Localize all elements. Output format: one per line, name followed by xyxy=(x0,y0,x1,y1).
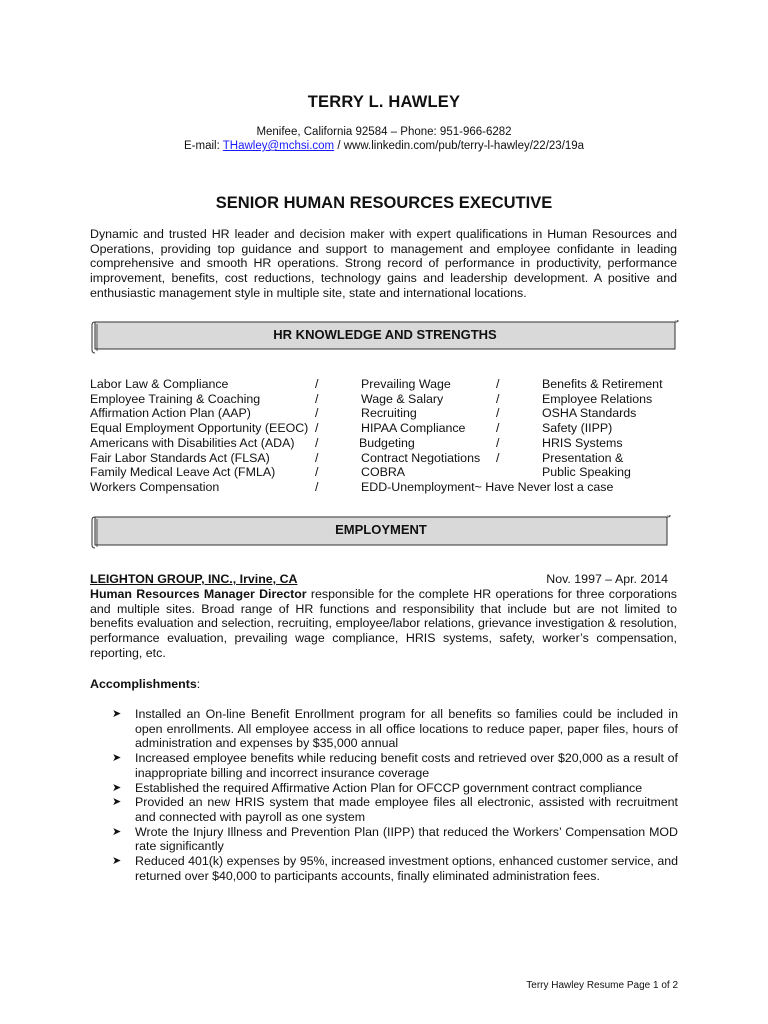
knowledge-section-banner xyxy=(91,320,679,350)
employer-name: LEIGHTON GROUP, INC., Irvine, CA xyxy=(90,572,298,586)
accomplishment-text: Established the required Affirmative Action Plan for OFCCP government contract compliance xyxy=(135,780,643,795)
list-item xyxy=(90,751,678,780)
accomplishment-text: Installed an On-line Benefit Enrollment program for all benefits so families could be included in open enrollments. All employee access in all office locations to reduce paper, paper files, hours of administration and expenses by $35,000 annual xyxy=(135,707,678,751)
skill-separator: / xyxy=(315,465,319,480)
skill-item: Labor Law & Compliance xyxy=(90,377,229,391)
list-item xyxy=(90,825,678,854)
skill-item: Benefits & Retirement xyxy=(542,377,663,391)
accomplishment-text: Wrote the Injury Illness and Prevention Plan (IIPP) that reduced the Workers’ Compensation MOD rate significantly xyxy=(135,824,678,854)
arrow-bullet-icon: ➤ xyxy=(112,781,122,794)
contact-line xyxy=(184,140,584,152)
page-footer: Terry Hawley Resume Page 1 of 2 xyxy=(526,980,678,991)
skill-item: Employee Training & Coaching xyxy=(90,391,261,406)
employment-section-banner xyxy=(91,515,679,545)
professional-headline: SENIOR HUMAN RESOURCES EXECUTIVE xyxy=(215,194,553,212)
accomplishments-label: Accomplishments xyxy=(90,677,197,691)
skill-item: HRIS Systems xyxy=(542,435,623,450)
linkedin-url: / www.linkedin.com/pub/terry-l-hawley/22/23/19a xyxy=(337,140,585,152)
arrow-bullet-icon: ➤ xyxy=(112,796,122,809)
skill-item: Americans with Disabilities Act (ADA) xyxy=(90,435,295,450)
accomplishment-text: Reduced 401(k) expenses by 95%, increased investment options, enhanced customer service, and returned over $40,000 to participants accounts, finally eliminated administration fees. xyxy=(135,854,678,883)
skill-separator: / xyxy=(315,377,319,391)
summary-paragraph: Dynamic and trusted HR leader and decision maker with expert qualifications in Human Resources and Operations, providing top guidance and support to management and employee confidante in leading comprehensive and smooth HR operations. Strong record of performance in productivity, performance improvement, benefits, cost reductions, technology gains and leadership development. A positive and enthusiastic management style in multiple site, state and international locations. xyxy=(90,227,677,300)
skill-separator: / xyxy=(496,435,500,450)
skill-separator: / xyxy=(496,406,500,421)
job-description xyxy=(90,587,677,661)
arrow-bullet-icon: ➤ xyxy=(112,855,122,868)
skill-separator: / xyxy=(496,450,500,465)
list-item xyxy=(90,707,678,751)
employment-section-title: EMPLOYMENT xyxy=(335,522,427,537)
skill-item: Safety (IIPP) xyxy=(542,421,613,436)
skills-grid xyxy=(0,377,768,497)
skill-item: Workers Compensation xyxy=(90,479,220,494)
skill-item: Recruiting xyxy=(361,406,417,421)
accomplishments-colon: : xyxy=(196,677,201,691)
arrow-bullet-icon: ➤ xyxy=(112,752,122,765)
list-item xyxy=(90,781,678,796)
knowledge-section-title: HR KNOWLEDGE AND STRENGTHS xyxy=(273,327,497,342)
skill-separator: / xyxy=(315,479,319,494)
skill-separator: / xyxy=(315,406,319,421)
arrow-bullet-icon: ➤ xyxy=(112,708,122,720)
skill-item: Family Medical Leave Act (FMLA) xyxy=(90,465,276,480)
email-label: E-mail: xyxy=(184,140,220,152)
skill-item: Prevailing Wage xyxy=(361,377,451,391)
skill-item: Budgeting xyxy=(359,435,415,450)
skill-separator: / xyxy=(496,391,500,406)
skill-item: COBRA xyxy=(361,465,406,480)
skill-item: Presentation & xyxy=(542,450,624,465)
list-item xyxy=(90,795,678,824)
skill-item: Public Speaking xyxy=(542,465,631,480)
accomplishments-heading xyxy=(90,677,200,691)
list-item xyxy=(90,854,678,883)
skill-item: Contract Negotiations xyxy=(361,450,481,465)
skill-separator: / xyxy=(315,391,319,406)
skill-item: EDD-Unemployment~ Have Never lost a case xyxy=(361,479,614,494)
skill-separator: / xyxy=(315,435,319,450)
address-phone: Menifee, California 92584 – Phone: 951-966-6282 xyxy=(256,126,512,138)
skill-separator: / xyxy=(496,421,500,436)
arrow-bullet-icon: ➤ xyxy=(112,825,122,838)
skill-item: OSHA Standards xyxy=(542,406,637,421)
skill-item: Employee Relations xyxy=(542,391,653,406)
job-title: Human Resources Manager Director xyxy=(90,587,307,601)
job-dates: Nov. 1997 – Apr. 2014 xyxy=(546,572,668,586)
skill-item: Wage & Salary xyxy=(361,391,444,406)
accomplishment-text: Provided an new HRIS system that made employee files all electronic, assisted with recruitment and connected with payroll as one system xyxy=(135,795,678,824)
skill-item: Affirmation Action Plan (AAP) xyxy=(90,406,251,421)
skill-item: Fair Labor Standards Act (FLSA) xyxy=(90,450,270,465)
accomplishment-text: Increased employee benefits while reducing benefit costs and retrieved over $20,000 as a result of inappropriate billing and incorrect insurance coverage xyxy=(135,751,678,780)
accomplishments-list xyxy=(90,707,678,883)
skill-item: HIPAA Compliance xyxy=(361,421,466,436)
skill-item: Equal Employment Opportunity (EEOC) xyxy=(90,421,309,436)
job-responsibilities: responsible for the complete HR operations for three corporations and multiple sites. Broad range of HR functions and responsibility that include but are not limited to benefits evaluation and selection, recruiting, employee/labor relations, grievance investigation & resolution, performance evaluation, prevailing wage compliance, HRIS systems, safety, worker’s compensation, reporting, etc. xyxy=(90,587,677,660)
skill-separator: / xyxy=(315,421,319,436)
job-header xyxy=(90,572,668,586)
email-link[interactable]: THawley@mchsi.com xyxy=(222,140,335,152)
candidate-name: TERRY L. HAWLEY xyxy=(307,93,461,111)
skill-separator: / xyxy=(315,450,319,465)
skill-separator: / xyxy=(496,377,500,391)
